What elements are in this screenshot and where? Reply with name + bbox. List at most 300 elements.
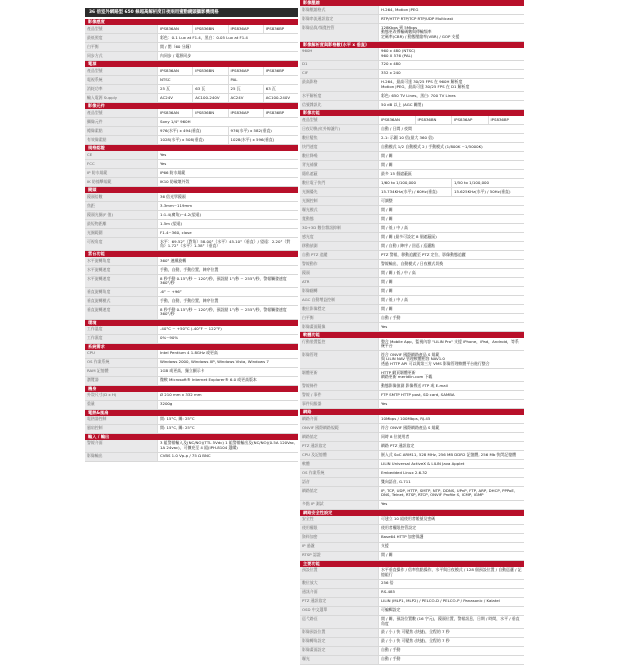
spec-row (85, 326, 298, 335)
spec-label: CE (85, 151, 157, 159)
spec-row (300, 382, 524, 391)
spec-value: IP, TCP, UDP, HTTP, SMTP, NTP, DDNS, UPnP, FTP, ARP, DHCP, PPPoE, DNS, Telnet, RTSP, RTCP, ONVIF Profile S, ICMP, IGMP (378, 487, 524, 499)
spec-value: 開 / 關 (378, 287, 524, 295)
spec-row (300, 351, 524, 369)
spec-values (157, 211, 298, 219)
spec-row (85, 425, 298, 434)
spec-label: 隱私遮蔽 (300, 170, 378, 178)
spec-values (378, 433, 524, 441)
spec-row (85, 350, 298, 359)
spec-label: 數位放大 (300, 580, 378, 588)
spec-values (378, 233, 524, 241)
spec-value: IPS836AP (228, 25, 263, 33)
spec-row (85, 266, 298, 275)
spec-values (157, 401, 298, 409)
spec-label: 語音 (300, 478, 378, 486)
spec-label: 光圈範圍 (85, 229, 157, 237)
spec-values (378, 269, 524, 277)
spec-value: 25 瓦 (228, 85, 263, 93)
spec-label: PTZ 通訊協定 (300, 598, 378, 606)
spec-value: IP66 防水規範 (157, 169, 298, 177)
spec-label: 影像管理 (300, 351, 378, 368)
spec-values (378, 525, 524, 533)
spec-value: IPS836BN (192, 109, 227, 117)
spec-values (378, 400, 524, 408)
spec-row (300, 15, 524, 24)
spec-label: 感光度 (300, 233, 378, 241)
page-title: 36 倍室外網路型 650 條超高解析度日夜兩用蜜動鏡頭攝影機規格 (85, 8, 298, 17)
spec-value: Yes (157, 151, 298, 159)
spec-values (378, 143, 524, 151)
section-header: 輸入 / 輸出 (85, 434, 298, 440)
spec-value: IPS836AN (157, 25, 192, 33)
spec-value: 1/60 to 1/100,000 (378, 179, 451, 187)
spec-value: 開 / 關 / 低 / 中 / 高 (378, 269, 524, 277)
spec-value: 水平：69.52°（對角）58.00°（水平）45.10°（垂直）/ 望遠：2.20°（對角）1.72°（水平）1.38°（垂直） (157, 238, 298, 250)
spec-value: 63 瓦 (263, 85, 298, 93)
section-header: 影像感度 (85, 19, 298, 25)
spec-value: 15.734KHz(水平) / 60Hz(垂直) (378, 188, 451, 196)
spec-label: 網路協定 (300, 433, 378, 441)
spec-values (157, 118, 298, 126)
spec-label: 網路協定 (300, 487, 378, 499)
spec-values (157, 359, 298, 367)
spec-values (157, 266, 298, 274)
section-header: 系統需求 (85, 344, 298, 350)
spec-label: 日夜切換(紅外線濾片) (300, 125, 378, 133)
spec-value: NTSC (157, 76, 228, 84)
spec-row (85, 109, 298, 118)
spec-row (300, 260, 524, 269)
spec-value: 可建立 10 組使用者帳號及密碼 (378, 516, 524, 524)
spec-row (85, 25, 298, 34)
spec-label: 白平衡 (300, 314, 378, 322)
spec-value: LILIN (MLP1, MLP2) / PELCO-D / PELCO-P / Panasonic / Kalatel (378, 598, 524, 606)
spec-value: 開 / 關 (378, 552, 524, 560)
spec-values (378, 442, 524, 450)
spec-row (300, 442, 524, 451)
spec-values (378, 323, 524, 331)
spec-value: IPS836AP (228, 109, 263, 117)
spec-values (378, 61, 524, 69)
spec-value: 最 / 小 / 快 可變焦 (快捷)，全程的 7 秒 (378, 638, 524, 646)
spec-row (300, 224, 524, 233)
spec-row (300, 629, 524, 638)
spec-value: 1028(水平) x 596(垂直) (228, 136, 299, 144)
spec-row (300, 616, 524, 629)
spec-row (85, 202, 298, 211)
spec-row (300, 589, 524, 598)
spec-row (300, 251, 524, 260)
section-header: 影像解析度與影格數(水平 x 垂直) (300, 42, 524, 48)
spec-value: 自動 / 手動 (378, 314, 524, 322)
spec-values (378, 478, 524, 486)
spec-label: 影像串流通訊協定 (300, 15, 378, 23)
spec-label: 攝像元件 (85, 118, 157, 126)
spec-row (300, 143, 524, 152)
spec-values (157, 453, 298, 461)
spec-values (378, 79, 524, 91)
spec-row (300, 161, 524, 170)
spec-values (378, 415, 524, 423)
spec-label: 960H (300, 48, 378, 60)
spec-values (378, 125, 524, 133)
spec-values (378, 469, 524, 477)
spec-value: 內同步 / 電源同步 (157, 52, 298, 60)
spec-values (157, 275, 298, 287)
spec-label: 鏡頭光圈(F 值) (85, 211, 157, 219)
spec-values (378, 314, 524, 322)
spec-row (85, 257, 298, 266)
spec-value: 1:1.4(廣角)~4.2(望遠) (157, 211, 298, 219)
spec-column-right (300, 0, 524, 665)
section-header: 影像功能 (300, 110, 524, 116)
spec-row (300, 314, 524, 323)
spec-row (300, 79, 524, 92)
spec-label: 垂直旋轉速度 (85, 306, 157, 318)
spec-row (85, 359, 298, 368)
spec-label: 影像畫面鏡像 (300, 323, 378, 331)
spec-values (157, 257, 298, 265)
spec-row (85, 392, 298, 401)
spec-value: 1/50 to 1/100,000 (451, 179, 524, 187)
spec-value: 8 秒手動 0.15°/秒 ~ 120°/秒，預設點 1°/秒 ~ 255°/秒，警報觸發速度 360°/秒 (157, 275, 298, 287)
spec-row (85, 288, 298, 297)
spec-row (85, 275, 298, 288)
spec-value: 自動 / 日間 / 夜間 (378, 125, 524, 133)
spec-row (300, 391, 524, 400)
spec-value: 自動 / 手動 (378, 656, 524, 664)
spec-value: Yes (157, 160, 298, 168)
spec-value: IPS836BN (415, 116, 452, 124)
spec-row (300, 215, 524, 224)
spec-value: 開 / 閉（60 分鐘） (157, 43, 298, 51)
spec-value: Yes (378, 323, 524, 331)
spec-label: 多點 IP 測試 (300, 501, 378, 509)
spec-label: 影像輸出 (85, 453, 157, 461)
spec-row (300, 70, 524, 79)
spec-value: 開 / 關，預設位置數 (16 字元)，鏡頭位置，警報訊息，日期 / 時間，水平 / 垂直 角度 (378, 616, 524, 628)
spec-row (300, 525, 524, 534)
spec-row (300, 478, 524, 487)
spec-values (157, 160, 298, 168)
spec-value: LILIN Universal ActiveX & LILIN Java Applet (378, 460, 524, 468)
spec-value: 開 / 低 / 中 / 高 (378, 296, 524, 304)
spec-values (378, 188, 524, 196)
spec-row (300, 242, 524, 251)
spec-value: IPS836BP (263, 109, 298, 117)
spec-value: 開 / 關 (378, 152, 524, 160)
spec-label: IP 過濾 (300, 543, 378, 551)
spec-label: 安全性 (300, 516, 378, 524)
spec-values (157, 34, 298, 42)
spec-row (300, 580, 524, 589)
spec-value: FTP SMTP HTTP post, SD card, SAMBA (378, 391, 524, 399)
spec-values (378, 580, 524, 588)
spec-label: 電熱器控制 (85, 416, 157, 424)
section-header: 網路 (300, 409, 524, 415)
spec-value: 微軟 Microsoft® Internet Explorer® 6.0 或更高版本 (157, 377, 298, 385)
spec-value: 自動 / 手動 (378, 647, 524, 655)
spec-value: 自動模式 1/2 自動模式 2 / 手動模式 (1/800K ~1/5000K) (378, 143, 524, 151)
spec-values (378, 48, 524, 60)
spec-value: 最多 15 個遮蔽區 (378, 170, 524, 178)
spec-values (157, 67, 298, 75)
spec-value: Sony 1/4" 960H (157, 118, 298, 126)
spec-label: 光圈優先 (300, 188, 378, 196)
spec-label: 水平旋轉速度 (85, 275, 157, 287)
spec-row (300, 296, 524, 305)
spec-values (378, 242, 524, 250)
spec-value: 彩色：0.1 Lux at F1.4，黑白：0.05 Lux at F1.4 (157, 34, 298, 42)
spec-label: AGC 自動增益控制 (300, 296, 378, 304)
spec-values (378, 116, 524, 124)
spec-value: 1GB 或更高，獨立顯示卡 (157, 368, 298, 376)
spec-values (157, 136, 298, 144)
spec-values (157, 368, 298, 376)
spec-row (300, 338, 524, 351)
spec-label: 最高影格 (300, 79, 378, 91)
section-header: 影像元件 (85, 103, 298, 109)
spec-value: 開: 15°C, 關: 25°C (157, 416, 298, 424)
spec-values (378, 382, 524, 390)
spec-label: 信號雜訊比 (300, 101, 378, 109)
spec-row (300, 433, 524, 442)
spec-value: 警報輸出，自動模式 / 日夜模式切換 (378, 260, 524, 268)
section-header: 影像壓縮 (300, 0, 524, 6)
spec-value: Ø 210 mm x 332 mm (157, 392, 298, 400)
spec-values (157, 425, 298, 433)
spec-values (378, 534, 524, 542)
spec-values (157, 25, 298, 33)
spec-label: D1 (300, 61, 378, 69)
spec-label: 使用權限 (300, 525, 378, 533)
spec-label: 影像畫面設定 (300, 647, 378, 655)
spec-label: 白平衡 (85, 43, 157, 51)
spec-row (85, 377, 298, 386)
spec-row (300, 116, 524, 125)
spec-row (85, 335, 298, 344)
spec-label: 瀏覽器 (85, 377, 157, 385)
spec-value: 25 瓦 (157, 85, 192, 93)
spec-row (85, 136, 298, 145)
spec-values (157, 193, 298, 201)
spec-values (378, 206, 524, 214)
spec-label: 移動偵測 (300, 242, 378, 250)
spec-values (157, 178, 298, 186)
spec-label: 軟體 (300, 460, 378, 468)
spec-label: 焦距 (85, 202, 157, 210)
spec-value: 開 / 關 (378, 161, 524, 169)
spec-value: 976(水平) x 582(垂直) (228, 127, 299, 135)
spec-label: 警報 / 事件 (300, 391, 378, 399)
spec-row (85, 238, 298, 251)
spec-value: Windows 2000, Windows XP, Windows Vista, Windows 7 (157, 359, 298, 367)
spec-values (378, 287, 524, 295)
spec-value: 3 組警報輸入及(NC/NO)(TTL 5Vdc) 1 組警報輸出及(NC/NO)(0.5A 120Vac, 1A 24vac)，可擴充至 4 組(IPH-8104 選購) (157, 440, 298, 452)
spec-value: F1.4~360, close (157, 229, 298, 237)
spec-label: 快門速度 (300, 143, 378, 151)
spec-row (85, 401, 298, 410)
spec-row (300, 134, 524, 143)
spec-label: 數位變焦 (300, 134, 378, 142)
spec-row (300, 369, 524, 382)
spec-value: H.264, Motion JPEG (378, 6, 524, 14)
spec-value: 720 x 480 (378, 61, 524, 69)
spec-value: 960 x 480 (NTSC) 960 X 576 (PAL) (378, 48, 524, 60)
spec-values (378, 134, 524, 142)
spec-value: IPS836BP (488, 116, 525, 124)
spec-row (85, 94, 298, 103)
spec-values (378, 197, 524, 205)
spec-value: IPS836AN (157, 109, 192, 117)
spec-row (300, 598, 524, 607)
spec-value: 手動，自動，手動位置，陣序位置 (157, 266, 298, 274)
spec-values (157, 306, 298, 318)
spec-values (378, 251, 524, 259)
spec-value: 3.3mm~119mm (157, 202, 298, 210)
spec-value: 手動，自動，手動位置，陣序位置 (157, 297, 298, 305)
spec-values (378, 260, 524, 268)
spec-values (157, 297, 298, 305)
spec-values (378, 552, 524, 560)
spec-values (378, 487, 524, 499)
spec-values (378, 6, 524, 14)
spec-label: 影像預設位置 (300, 629, 378, 637)
spec-label: 垂直旋轉角度 (85, 288, 157, 296)
spec-values (157, 416, 298, 424)
spec-label: 資料加密 (300, 534, 378, 542)
spec-label: 自動 PTZ 追蹤 (300, 251, 378, 259)
spec-label: 垂直旋轉模式 (85, 297, 157, 305)
spec-values (157, 169, 298, 177)
spec-label: 警報動作 (300, 260, 378, 268)
spec-label: OS 作業系統 (300, 469, 378, 477)
spec-label: 影像壓縮格式 (300, 6, 378, 14)
spec-value: 352 x 240 (378, 70, 524, 78)
spec-value: IPS836BN (192, 67, 227, 75)
spec-values (157, 202, 298, 210)
spec-row (85, 169, 298, 178)
spec-values (157, 440, 298, 452)
spec-row (300, 656, 524, 665)
spec-values (378, 567, 524, 579)
spec-value: 0%~90% (157, 335, 298, 343)
spec-value: 360° 連續旋轉 (157, 257, 298, 265)
left-spec-table (85, 19, 298, 462)
spec-value: 支援 (378, 543, 524, 551)
spec-label: 重量 (85, 401, 157, 409)
spec-value: Yes (378, 400, 524, 408)
spec-row (300, 451, 524, 460)
spec-values (378, 338, 524, 350)
spec-values (378, 152, 524, 160)
spec-values (378, 224, 524, 232)
spec-values (378, 589, 524, 597)
spec-label: 水平旋轉速度 (85, 266, 157, 274)
spec-label: 最低照度 (85, 34, 157, 42)
spec-label: 影像翻轉 (300, 287, 378, 295)
spec-values (378, 616, 524, 628)
spec-value: IPS836AN (378, 116, 415, 124)
spec-label: 同步方式 (85, 52, 157, 60)
spec-row (85, 297, 298, 306)
spec-value: 128Kbps 到 5Mbps 動態更改傳輸碼數與傳輸頻率 定碼率(CBR) / 動態壓縮率(VBR) / GOP 支援 (378, 24, 524, 41)
spec-row (300, 400, 524, 409)
spec-value: 256 倍 (378, 580, 524, 588)
spec-row (300, 415, 524, 424)
spec-row (300, 179, 524, 188)
spec-value: IPS836BP (263, 25, 298, 33)
spec-label: 影像轉角設定 (300, 638, 378, 646)
spec-row (85, 229, 298, 238)
spec-value: 開 / 關 (378, 206, 524, 214)
spec-value: 63 瓦 (192, 85, 227, 93)
spec-values (157, 377, 298, 385)
spec-label: 數位降噪 (300, 152, 378, 160)
spec-label: 事件伺服器 (300, 400, 378, 408)
spec-label: 有效像素點 (85, 136, 157, 144)
spec-row (85, 76, 298, 85)
spec-values (378, 638, 524, 646)
spec-values (378, 179, 524, 187)
right-spec-table (300, 0, 524, 665)
spec-values (157, 76, 298, 84)
spec-row (85, 67, 298, 76)
spec-value: IPS836BN (192, 25, 227, 33)
spec-row (85, 306, 298, 319)
spec-row (300, 92, 524, 101)
spec-row (85, 85, 298, 94)
spec-value: AC100-240V (263, 94, 298, 102)
spec-row (85, 151, 298, 160)
spec-value: 水平垂直操作 / 倍率焦點操作，水平與日夜模式 / 128 個預設位置 / 自動巡邏 / 記憶組行 (378, 567, 524, 579)
spec-value: PAL (228, 76, 299, 84)
spec-row (85, 178, 298, 187)
section-header: 鏡頭 (85, 187, 298, 193)
spec-values (378, 460, 524, 468)
spec-value: -40°C ~ +50°C (-40°F ~ 122°F) (157, 326, 298, 334)
spec-label: 數位電子快門 (300, 179, 378, 187)
spec-row (300, 516, 524, 525)
spec-value: 開 / 關 (378, 215, 524, 223)
spec-value: 可調整 (378, 197, 524, 205)
spec-value: 符合 ONVIF 國際網路產品 S 規範 與 LILIN NAV 管理軟體相容 NAV1.0 透過 HTTP API 可以與第三方 VMS 影像管理軟體平台進行整合 (378, 351, 524, 368)
spec-values (378, 351, 524, 368)
spec-values (378, 607, 524, 615)
spec-label: 網路介面 (300, 415, 378, 423)
spec-value: 開 / 關 (378, 305, 524, 313)
spec-values (378, 161, 524, 169)
spec-row (85, 453, 298, 462)
spec-value: 最 / 小 / 快 可變焦 (快捷)，全程的 7 秒 (378, 629, 524, 637)
spec-label: 3D+3D 數位雜訊抑制 (300, 224, 378, 232)
spec-label: OSD 中文選單 (300, 607, 378, 615)
spec-values (378, 543, 524, 551)
spec-value: 8 秒手動 0.15°/秒 ~ 120°/秒，預設點 1°/秒 ~ 255°/秒，警報觸發速度 360°/秒 (157, 306, 298, 318)
spec-value: 10Mbps / 100Mbps, RJ-45 (378, 415, 524, 423)
spec-row (300, 607, 524, 616)
spec-values (157, 350, 298, 358)
spec-value: Embedded Linux 2.6.32 (378, 469, 524, 477)
spec-row (85, 160, 298, 169)
spec-row (85, 43, 298, 52)
spec-row (300, 188, 524, 197)
spec-label: 曝光模式 (300, 206, 378, 214)
spec-value: CVBS 1.0 Vp-p / 75 Ω BNC (157, 453, 298, 461)
spec-value: H.264，最高可達 30/25 FPS 在 960H 解析度 Motion JPEG，最高可達 30/25 FPS 在 D1 解析度 (378, 79, 524, 91)
spec-values (157, 109, 298, 117)
